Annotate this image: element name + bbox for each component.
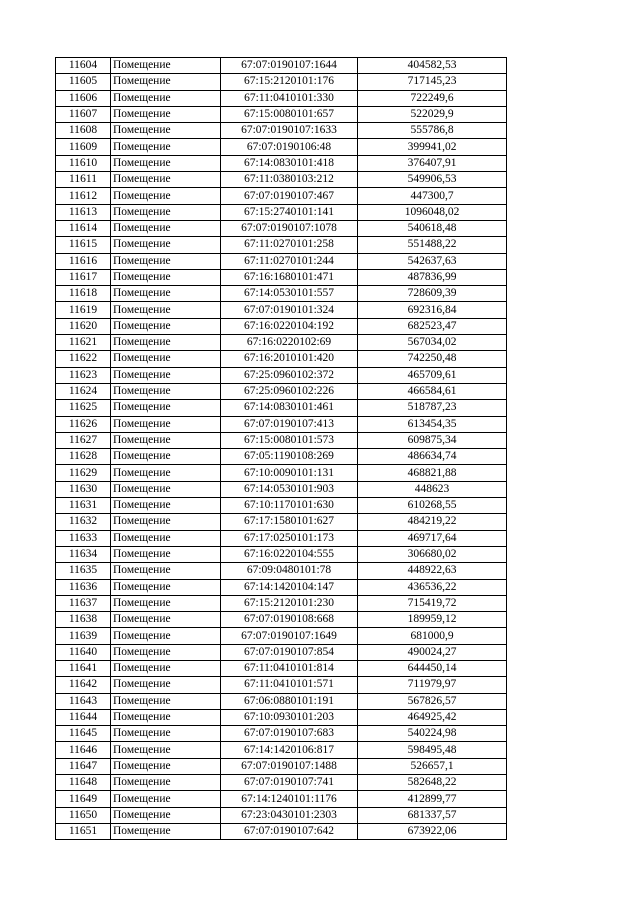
table-row xyxy=(56,791,507,807)
cadastral-number-cell: 67:11:0270101:244 xyxy=(221,253,358,269)
cadastral-number-cell: 67:05:1190108:269 xyxy=(221,449,358,465)
table-row xyxy=(56,269,507,285)
cadastral-number-cell: 67:14:1420104:147 xyxy=(221,579,358,595)
row-number-cell: 11634 xyxy=(56,546,111,562)
cadastral-number-cell: 67:25:0960102:226 xyxy=(221,383,358,399)
object-type-cell: Помещение xyxy=(111,139,221,155)
cadastral-value-cell: 610268,55 xyxy=(358,498,507,514)
row-number-cell: 11609 xyxy=(56,139,111,155)
object-type-cell: Помещение xyxy=(111,677,221,693)
cadastral-number-cell: 67:14:1420106:817 xyxy=(221,742,358,758)
row-number-cell: 11613 xyxy=(56,204,111,220)
cadastral-value-cell: 681337,57 xyxy=(358,807,507,823)
row-number-cell: 11620 xyxy=(56,318,111,334)
row-number-cell: 11614 xyxy=(56,220,111,236)
cadastral-value-cell: 448922,63 xyxy=(358,563,507,579)
object-type-cell: Помещение xyxy=(111,628,221,644)
object-type-cell: Помещение xyxy=(111,498,221,514)
table-row xyxy=(56,677,507,693)
cadastral-value-cell: 447300,7 xyxy=(358,188,507,204)
cadastral-value-cell: 469717,64 xyxy=(358,530,507,546)
table-row xyxy=(56,726,507,742)
table-row xyxy=(56,693,507,709)
table-row xyxy=(56,237,507,253)
row-number-cell: 11631 xyxy=(56,498,111,514)
cadastral-value-cell: 681000,9 xyxy=(358,628,507,644)
cadastral-value-cell: 711979,97 xyxy=(358,677,507,693)
cadastral-number-cell: 67:07:0190107:1649 xyxy=(221,628,358,644)
cadastral-value-cell: 728609,39 xyxy=(358,286,507,302)
cadastral-number-cell: 67:15:2120101:176 xyxy=(221,74,358,90)
object-type-cell: Помещение xyxy=(111,709,221,725)
cadastral-value-cell: 644450,14 xyxy=(358,660,507,676)
cadastral-value-cell: 567034,02 xyxy=(358,335,507,351)
table-row xyxy=(56,172,507,188)
object-type-cell: Помещение xyxy=(111,530,221,546)
table-row xyxy=(56,563,507,579)
table-row xyxy=(56,644,507,660)
object-type-cell: Помещение xyxy=(111,432,221,448)
cadastral-value-cell: 551488,22 xyxy=(358,237,507,253)
cadastral-value-cell: 613454,35 xyxy=(358,416,507,432)
table-row xyxy=(56,465,507,481)
row-number-cell: 11625 xyxy=(56,400,111,416)
cadastral-value-cell: 567826,57 xyxy=(358,693,507,709)
object-type-cell: Помещение xyxy=(111,644,221,660)
row-number-cell: 11628 xyxy=(56,449,111,465)
table-row xyxy=(56,758,507,774)
table-row xyxy=(56,775,507,791)
cadastral-value-cell: 598495,48 xyxy=(358,742,507,758)
table-row xyxy=(56,220,507,236)
cadastral-number-cell: 67:07:0190107:1633 xyxy=(221,123,358,139)
cadastral-number-cell: 67:16:2010101:420 xyxy=(221,351,358,367)
object-type-cell: Помещение xyxy=(111,335,221,351)
cadastral-number-cell: 67:07:0190108:668 xyxy=(221,612,358,628)
row-number-cell: 11637 xyxy=(56,595,111,611)
cadastral-number-cell: 67:10:0090101:131 xyxy=(221,465,358,481)
object-type-cell: Помещение xyxy=(111,546,221,562)
table-row xyxy=(56,204,507,220)
cadastral-value-cell: 526657,1 xyxy=(358,758,507,774)
cadastral-number-cell: 67:15:2740101:141 xyxy=(221,204,358,220)
cadastral-number-cell: 67:16:0220102:69 xyxy=(221,335,358,351)
table-row xyxy=(56,383,507,399)
object-type-cell: Помещение xyxy=(111,449,221,465)
table-row xyxy=(56,302,507,318)
row-number-cell: 11626 xyxy=(56,416,111,432)
object-type-cell: Помещение xyxy=(111,269,221,285)
row-number-cell: 11639 xyxy=(56,628,111,644)
row-number-cell: 11607 xyxy=(56,106,111,122)
table-row xyxy=(56,367,507,383)
table-row xyxy=(56,579,507,595)
row-number-cell: 11641 xyxy=(56,660,111,676)
cadastral-value-cell: 490024,27 xyxy=(358,644,507,660)
cadastral-value-cell: 549906,53 xyxy=(358,172,507,188)
cadastral-number-cell: 67:15:0080101:657 xyxy=(221,106,358,122)
cadastral-number-cell: 67:14:0830101:418 xyxy=(221,155,358,171)
row-number-cell: 11618 xyxy=(56,286,111,302)
row-number-cell: 11610 xyxy=(56,155,111,171)
cadastral-number-cell: 67:07:0190107:683 xyxy=(221,726,358,742)
table-row xyxy=(56,498,507,514)
row-number-cell: 11622 xyxy=(56,351,111,367)
object-type-cell: Помещение xyxy=(111,595,221,611)
cadastral-value-cell: 518787,23 xyxy=(358,400,507,416)
row-number-cell: 11649 xyxy=(56,791,111,807)
object-type-cell: Помещение xyxy=(111,106,221,122)
object-type-cell: Помещение xyxy=(111,155,221,171)
cadastral-value-cell: 522029,9 xyxy=(358,106,507,122)
cadastral-value-cell: 582648,22 xyxy=(358,775,507,791)
table-row xyxy=(56,400,507,416)
cadastral-number-cell: 67:17:0250101:173 xyxy=(221,530,358,546)
object-type-cell: Помещение xyxy=(111,514,221,530)
row-number-cell: 11633 xyxy=(56,530,111,546)
table-row xyxy=(56,823,507,839)
cadastral-number-cell: 67:07:0190107:1078 xyxy=(221,220,358,236)
cadastral-number-cell: 67:25:0960102:372 xyxy=(221,367,358,383)
table-row xyxy=(56,253,507,269)
object-type-cell: Помещение xyxy=(111,302,221,318)
object-type-cell: Помещение xyxy=(111,775,221,791)
object-type-cell: Помещение xyxy=(111,58,221,74)
table-row xyxy=(56,155,507,171)
cadastral-number-cell: 67:07:0190101:324 xyxy=(221,302,358,318)
row-number-cell: 11650 xyxy=(56,807,111,823)
table-row xyxy=(56,449,507,465)
cadastral-value-cell: 189959,12 xyxy=(358,612,507,628)
table-row xyxy=(56,416,507,432)
object-type-cell: Помещение xyxy=(111,90,221,106)
table-row xyxy=(56,58,507,74)
table-row xyxy=(56,530,507,546)
row-number-cell: 11616 xyxy=(56,253,111,269)
cadastral-value-cell: 436536,22 xyxy=(358,579,507,595)
table-row xyxy=(56,807,507,823)
row-number-cell: 11624 xyxy=(56,383,111,399)
object-type-cell: Помещение xyxy=(111,693,221,709)
object-type-cell: Помещение xyxy=(111,563,221,579)
row-number-cell: 11648 xyxy=(56,775,111,791)
row-number-cell: 11604 xyxy=(56,58,111,74)
row-number-cell: 11647 xyxy=(56,758,111,774)
row-number-cell: 11608 xyxy=(56,123,111,139)
table-row xyxy=(56,90,507,106)
table-row xyxy=(56,106,507,122)
cadastral-number-cell: 67:07:0190107:1644 xyxy=(221,58,358,74)
cadastral-value-cell: 673922,06 xyxy=(358,823,507,839)
cadastral-value-cell: 306680,02 xyxy=(358,546,507,562)
table-row xyxy=(56,335,507,351)
table-row xyxy=(56,123,507,139)
row-number-cell: 11645 xyxy=(56,726,111,742)
object-type-cell: Помещение xyxy=(111,416,221,432)
table-row xyxy=(56,628,507,644)
cadastral-value-cell: 542637,63 xyxy=(358,253,507,269)
cadastral-number-cell: 67:11:0410101:814 xyxy=(221,660,358,676)
row-number-cell: 11636 xyxy=(56,579,111,595)
object-type-cell: Помещение xyxy=(111,123,221,139)
table-row xyxy=(56,546,507,562)
cadastral-number-cell: 67:10:1170101:630 xyxy=(221,498,358,514)
row-number-cell: 11644 xyxy=(56,709,111,725)
row-number-cell: 11623 xyxy=(56,367,111,383)
cadastral-value-cell: 448623 xyxy=(358,481,507,497)
cadastral-number-cell: 67:10:0930101:203 xyxy=(221,709,358,725)
row-number-cell: 11617 xyxy=(56,269,111,285)
cadastral-number-cell: 67:07:0190107:741 xyxy=(221,775,358,791)
object-type-cell: Помещение xyxy=(111,383,221,399)
table-row xyxy=(56,514,507,530)
object-type-cell: Помещение xyxy=(111,823,221,839)
table-row xyxy=(56,595,507,611)
object-type-cell: Помещение xyxy=(111,726,221,742)
cadastral-value-cell: 717145,23 xyxy=(358,74,507,90)
object-type-cell: Помещение xyxy=(111,237,221,253)
object-type-cell: Помещение xyxy=(111,400,221,416)
row-number-cell: 11646 xyxy=(56,742,111,758)
cadastral-value-cell: 715419,72 xyxy=(358,595,507,611)
object-type-cell: Помещение xyxy=(111,253,221,269)
cadastral-number-cell: 67:06:0880101:191 xyxy=(221,693,358,709)
cadastral-number-cell: 67:07:0190107:1488 xyxy=(221,758,358,774)
cadastral-value-cell: 682523,47 xyxy=(358,318,507,334)
object-type-cell: Помещение xyxy=(111,742,221,758)
cadastral-number-cell: 67:11:0270101:258 xyxy=(221,237,358,253)
object-type-cell: Помещение xyxy=(111,204,221,220)
row-number-cell: 11619 xyxy=(56,302,111,318)
cadastral-value-cell: 487836,99 xyxy=(358,269,507,285)
object-type-cell: Помещение xyxy=(111,74,221,90)
object-type-cell: Помещение xyxy=(111,481,221,497)
table-row xyxy=(56,481,507,497)
row-number-cell: 11642 xyxy=(56,677,111,693)
cadastral-value-cell: 609875,34 xyxy=(358,432,507,448)
cadastral-number-cell: 67:11:0410101:571 xyxy=(221,677,358,693)
row-number-cell: 11638 xyxy=(56,612,111,628)
object-type-cell: Помещение xyxy=(111,188,221,204)
object-type-cell: Помещение xyxy=(111,579,221,595)
object-type-cell: Помещение xyxy=(111,367,221,383)
row-number-cell: 11651 xyxy=(56,823,111,839)
row-number-cell: 11629 xyxy=(56,465,111,481)
cadastral-number-cell: 67:11:0410101:330 xyxy=(221,90,358,106)
table-row xyxy=(56,188,507,204)
cadastral-value-cell: 722249,6 xyxy=(358,90,507,106)
row-number-cell: 11643 xyxy=(56,693,111,709)
cadastral-value-cell: 465709,61 xyxy=(358,367,507,383)
cadastral-value-cell: 555786,8 xyxy=(358,123,507,139)
cadastral-value-cell: 468821,88 xyxy=(358,465,507,481)
table-row xyxy=(56,660,507,676)
row-number-cell: 11621 xyxy=(56,335,111,351)
table-row xyxy=(56,318,507,334)
row-number-cell: 11630 xyxy=(56,481,111,497)
cadastral-value-cell: 412899,77 xyxy=(358,791,507,807)
cadastral-value-cell: 1096048,02 xyxy=(358,204,507,220)
cadastral-number-cell: 67:11:0380103:212 xyxy=(221,172,358,188)
cadastral-number-cell: 67:17:1580101:627 xyxy=(221,514,358,530)
cadastral-value-cell: 692316,84 xyxy=(358,302,507,318)
table-row xyxy=(56,351,507,367)
object-type-cell: Помещение xyxy=(111,220,221,236)
cadastral-value-cell: 464925,42 xyxy=(358,709,507,725)
cadastral-number-cell: 67:15:2120101:230 xyxy=(221,595,358,611)
cadastral-number-cell: 67:16:1680101:471 xyxy=(221,269,358,285)
object-type-cell: Помещение xyxy=(111,660,221,676)
table-row xyxy=(56,139,507,155)
table-body xyxy=(56,58,507,840)
cadastral-value-cell: 399941,02 xyxy=(358,139,507,155)
cadastral-value-cell: 540224,98 xyxy=(358,726,507,742)
table-row xyxy=(56,74,507,90)
row-number-cell: 11627 xyxy=(56,432,111,448)
cadastral-number-cell: 67:23:0430101:2303 xyxy=(221,807,358,823)
cadastral-value-cell: 376407,91 xyxy=(358,155,507,171)
cadastral-value-cell: 540618,48 xyxy=(358,220,507,236)
cadastral-number-cell: 67:07:0190107:413 xyxy=(221,416,358,432)
cadastral-number-cell: 67:14:0830101:461 xyxy=(221,400,358,416)
cadastral-number-cell: 67:14:0530101:557 xyxy=(221,286,358,302)
cadastral-value-cell: 404582,53 xyxy=(358,58,507,74)
cadastral-number-cell: 67:07:0190107:467 xyxy=(221,188,358,204)
object-type-cell: Помещение xyxy=(111,172,221,188)
object-type-cell: Помещение xyxy=(111,318,221,334)
object-type-cell: Помещение xyxy=(111,807,221,823)
row-number-cell: 11606 xyxy=(56,90,111,106)
object-type-cell: Помещение xyxy=(111,286,221,302)
table-row xyxy=(56,432,507,448)
object-type-cell: Помещение xyxy=(111,465,221,481)
cadastral-value-cell: 486634,74 xyxy=(358,449,507,465)
cadastral-value-cell: 466584,61 xyxy=(358,383,507,399)
table-row xyxy=(56,612,507,628)
object-type-cell: Помещение xyxy=(111,758,221,774)
table-row xyxy=(56,709,507,725)
object-type-cell: Помещение xyxy=(111,612,221,628)
cadastral-number-cell: 67:07:0190106:48 xyxy=(221,139,358,155)
object-type-cell: Помещение xyxy=(111,351,221,367)
cadastral-value-table xyxy=(55,57,507,840)
row-number-cell: 11635 xyxy=(56,563,111,579)
cadastral-number-cell: 67:07:0190107:854 xyxy=(221,644,358,660)
row-number-cell: 11640 xyxy=(56,644,111,660)
cadastral-number-cell: 67:09:0480101:78 xyxy=(221,563,358,579)
table-row xyxy=(56,286,507,302)
cadastral-value-cell: 742250,48 xyxy=(358,351,507,367)
object-type-cell: Помещение xyxy=(111,791,221,807)
cadastral-number-cell: 67:07:0190107:642 xyxy=(221,823,358,839)
row-number-cell: 11611 xyxy=(56,172,111,188)
row-number-cell: 11605 xyxy=(56,74,111,90)
cadastral-number-cell: 67:14:0530101:903 xyxy=(221,481,358,497)
row-number-cell: 11612 xyxy=(56,188,111,204)
table-row xyxy=(56,742,507,758)
cadastral-number-cell: 67:15:0080101:573 xyxy=(221,432,358,448)
row-number-cell: 11615 xyxy=(56,237,111,253)
cadastral-number-cell: 67:16:0220104:555 xyxy=(221,546,358,562)
cadastral-value-cell: 484219,22 xyxy=(358,514,507,530)
cadastral-number-cell: 67:14:1240101:1176 xyxy=(221,791,358,807)
row-number-cell: 11632 xyxy=(56,514,111,530)
cadastral-number-cell: 67:16:0220104:192 xyxy=(221,318,358,334)
